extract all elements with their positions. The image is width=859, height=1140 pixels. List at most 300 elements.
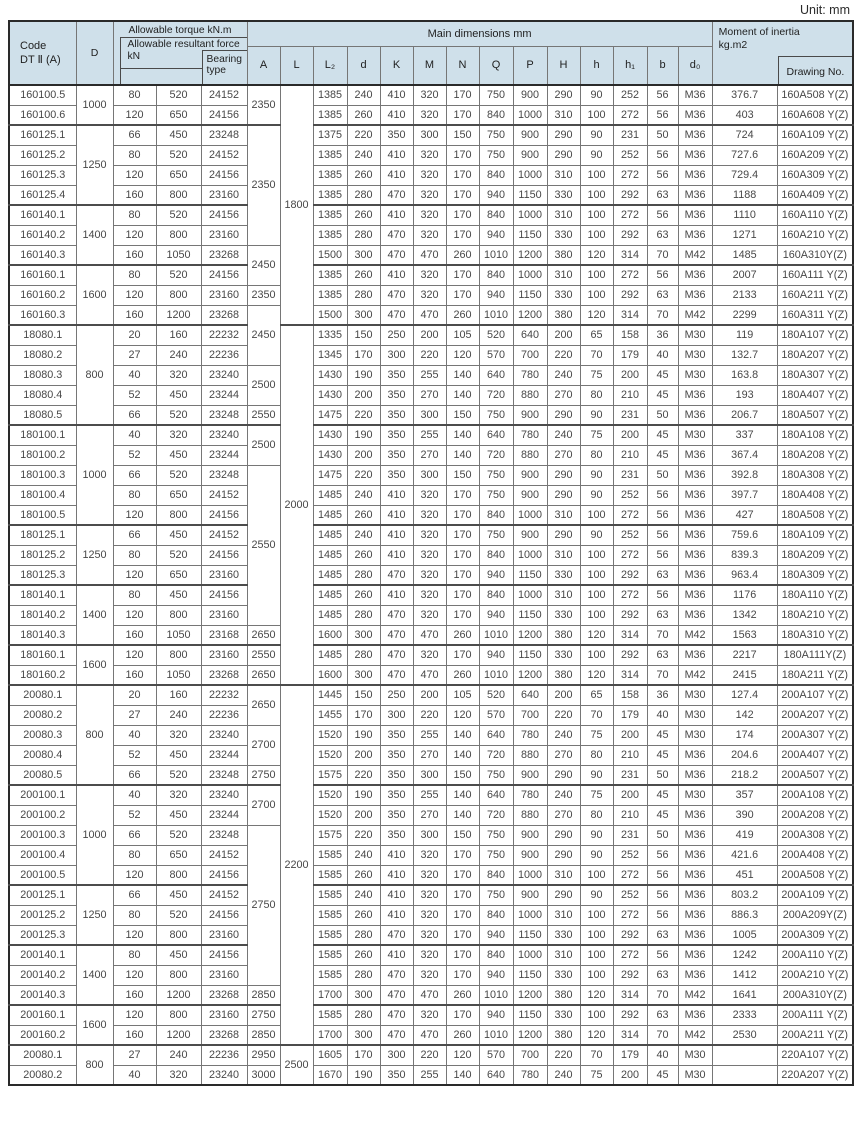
drawing-no-cell: 160A109 Y(Z) — [777, 125, 853, 145]
inertia-cell — [712, 1065, 777, 1085]
bearing-cell: 24152 — [201, 485, 247, 505]
diameter-cell: 1250 — [76, 125, 113, 205]
dim-cell: 170 — [446, 505, 479, 525]
bearing-cell: 23248 — [201, 765, 247, 785]
bearing-cell: 23248 — [201, 825, 247, 845]
force-cell: 450 — [156, 805, 201, 825]
torque-cell: 120 — [113, 605, 156, 625]
dim-cell: 255 — [413, 365, 446, 385]
dim-cell: 260 — [347, 545, 380, 565]
dim-cell: 56 — [647, 905, 678, 925]
dim-cell: 1430 — [313, 385, 347, 405]
dim-cell: 290 — [547, 525, 580, 545]
dim-cell: 300 — [413, 405, 446, 425]
code-cell: 200100.3 — [9, 825, 76, 845]
dim-cell: 100 — [580, 925, 613, 945]
dim-cell: 252 — [613, 85, 647, 105]
dim-cell: 290 — [547, 885, 580, 905]
code-cell: 200100.1 — [9, 785, 76, 805]
table-row — [9, 145, 853, 165]
force-cell: 800 — [156, 645, 201, 665]
inertia-cell: 337 — [712, 425, 777, 445]
dim-cell: 120 — [446, 1045, 479, 1065]
dim-cell: 170 — [446, 165, 479, 185]
dim-cell: 292 — [613, 565, 647, 585]
dim-cell: 170 — [446, 605, 479, 625]
force-cell: 320 — [156, 425, 201, 445]
dim-cell: M36 — [678, 1005, 712, 1025]
table-row — [9, 1025, 853, 1045]
torque-cell: 120 — [113, 225, 156, 245]
dim-cell: 170 — [446, 85, 479, 105]
dim-cell: 310 — [547, 585, 580, 605]
dim-a-cell: 2700 — [247, 725, 280, 765]
torque-cell: 120 — [113, 645, 156, 665]
dim-cell: 220 — [347, 465, 380, 485]
dim-cell: 75 — [580, 725, 613, 745]
bearing-cell: 24156 — [201, 545, 247, 565]
dim-cell: 1150 — [513, 645, 547, 665]
dim-cell: 170 — [446, 885, 479, 905]
force-cell: 240 — [156, 705, 201, 725]
code-cell: 160140.3 — [9, 245, 76, 265]
dim-cell: 270 — [547, 745, 580, 765]
dim-cell: 105 — [446, 325, 479, 345]
dim-cell: 200 — [347, 805, 380, 825]
dim-cell: M36 — [678, 585, 712, 605]
dim-cell: 200 — [613, 425, 647, 445]
dim-cell: 380 — [547, 625, 580, 645]
dim-cell: 1585 — [313, 845, 347, 865]
drawing-no-cell: 180A210 Y(Z) — [777, 605, 853, 625]
dim-cell: 320 — [413, 485, 446, 505]
dim-cell: 470 — [380, 245, 413, 265]
dim-cell: 1385 — [313, 205, 347, 225]
force-cell: 1200 — [156, 1025, 201, 1045]
col-header-dim: d — [347, 46, 380, 85]
inertia-cell: 132.7 — [712, 345, 777, 365]
dim-cell: M36 — [678, 185, 712, 205]
force-cell: 450 — [156, 525, 201, 545]
code-cell: 200100.5 — [9, 865, 76, 885]
dim-cell: 290 — [547, 485, 580, 505]
dim-cell: 100 — [580, 865, 613, 885]
diameter-cell: 1250 — [76, 885, 113, 945]
drawing-no-cell: 160A409 Y(Z) — [777, 185, 853, 205]
dim-cell: 170 — [446, 265, 479, 285]
dim-cell: 320 — [413, 845, 446, 865]
drawing-no-cell: 180A209 Y(Z) — [777, 545, 853, 565]
dim-cell: 210 — [613, 385, 647, 405]
inertia-cell: 1641 — [712, 985, 777, 1005]
dim-cell: 272 — [613, 545, 647, 565]
dim-cell: 900 — [513, 885, 547, 905]
code-cell: 180100.4 — [9, 485, 76, 505]
dim-cell: 1010 — [479, 665, 513, 685]
dim-cell: 380 — [547, 305, 580, 325]
dim-cell: 1520 — [313, 725, 347, 745]
dim-cell: 310 — [547, 545, 580, 565]
inertia-cell: 1110 — [712, 205, 777, 225]
dim-cell: 120 — [446, 705, 479, 725]
dim-cell: 1585 — [313, 945, 347, 965]
table-row — [9, 105, 853, 125]
bearing-cell: 23244 — [201, 745, 247, 765]
drawing-no-cell: 200A108 Y(Z) — [777, 785, 853, 805]
dim-cell: 231 — [613, 405, 647, 425]
spec-table — [8, 20, 854, 1086]
dim-cell: 470 — [380, 925, 413, 945]
drawing-no-cell: 200A110 Y(Z) — [777, 945, 853, 965]
dim-cell: 1485 — [313, 485, 347, 505]
col-header-d: D — [76, 21, 113, 85]
dim-cell: 200 — [613, 785, 647, 805]
dim-cell: 150 — [446, 125, 479, 145]
dim-cell: 179 — [613, 345, 647, 365]
code-cell: 18080.2 — [9, 345, 76, 365]
dim-cell: 750 — [479, 765, 513, 785]
inertia-cell: 163.8 — [712, 365, 777, 385]
dim-cell: 1445 — [313, 685, 347, 705]
dim-cell: 300 — [347, 1025, 380, 1045]
dim-cell: 100 — [580, 905, 613, 925]
code-cell: 180125.2 — [9, 545, 76, 565]
dim-cell: 90 — [580, 145, 613, 165]
dim-cell: 350 — [380, 1065, 413, 1085]
dim-cell: 56 — [647, 85, 678, 105]
dim-cell: 1485 — [313, 645, 347, 665]
dim-cell: 300 — [347, 245, 380, 265]
dim-cell: 90 — [580, 765, 613, 785]
dim-cell: 140 — [446, 805, 479, 825]
dim-cell: M36 — [678, 765, 712, 785]
torque-cell: 80 — [113, 265, 156, 285]
col-header-inertia-group — [712, 21, 853, 85]
drawing-no-cell: 180A207 Y(Z) — [777, 345, 853, 365]
inertia-cell: 2299 — [712, 305, 777, 325]
dim-cell: 63 — [647, 1005, 678, 1025]
dim-cell: 900 — [513, 125, 547, 145]
code-cell: 20080.1 — [9, 1045, 76, 1065]
diameter-cell: 1600 — [76, 645, 113, 685]
dim-cell: 100 — [580, 1005, 613, 1025]
diameter-cell: 1000 — [76, 425, 113, 525]
dim-cell: 75 — [580, 365, 613, 385]
table-row — [9, 225, 853, 245]
dim-cell: 350 — [380, 765, 413, 785]
dim-cell: 140 — [446, 425, 479, 445]
dim-cell: 1430 — [313, 425, 347, 445]
dim-cell: 1010 — [479, 245, 513, 265]
dim-cell: 252 — [613, 485, 647, 505]
dim-cell: 231 — [613, 465, 647, 485]
dim-cell: M30 — [678, 785, 712, 805]
dim-cell: M30 — [678, 425, 712, 445]
dim-cell: M36 — [678, 905, 712, 925]
table-row — [9, 725, 853, 745]
dim-cell: 272 — [613, 265, 647, 285]
dim-cell: 250 — [380, 325, 413, 345]
drawing-no-cell: 180A310 Y(Z) — [777, 625, 853, 645]
drawing-no-cell: 220A107 Y(Z) — [777, 1045, 853, 1065]
table-row — [9, 1005, 853, 1025]
dim-cell: 330 — [547, 1005, 580, 1025]
dim-cell: 1475 — [313, 405, 347, 425]
inertia-cell: 1342 — [712, 605, 777, 625]
bearing-cell: 22236 — [201, 345, 247, 365]
bearing-cell: 23244 — [201, 385, 247, 405]
inertia-cell: 729.4 — [712, 165, 777, 185]
dim-cell: 320 — [413, 585, 446, 605]
dim-cell: 272 — [613, 905, 647, 925]
dim-cell: 900 — [513, 465, 547, 485]
diameter-cell: 1250 — [76, 525, 113, 585]
dim-cell: 290 — [547, 465, 580, 485]
dim-cell: 150 — [347, 685, 380, 705]
dim-cell: 252 — [613, 525, 647, 545]
dim-cell: 150 — [446, 765, 479, 785]
torque-cell: 40 — [113, 1065, 156, 1085]
dim-cell: 1200 — [513, 625, 547, 645]
bearing-cell: 24152 — [201, 145, 247, 165]
dim-cell: M36 — [678, 205, 712, 225]
dim-cell: 300 — [380, 345, 413, 365]
force-cell: 800 — [156, 285, 201, 305]
dim-cell: 272 — [613, 165, 647, 185]
dim-cell: 292 — [613, 965, 647, 985]
dim-cell: 750 — [479, 125, 513, 145]
unit-label: Unit: mm — [800, 3, 850, 17]
dim-cell: 300 — [347, 985, 380, 1005]
dim-cell: 252 — [613, 845, 647, 865]
dim-cell: 260 — [446, 1025, 479, 1045]
dim-a-cell: 2750 — [247, 825, 280, 985]
dim-cell: 1200 — [513, 665, 547, 685]
dim-cell: 260 — [347, 105, 380, 125]
dim-cell: 292 — [613, 285, 647, 305]
dim-cell: M36 — [678, 965, 712, 985]
dim-cell: 290 — [547, 125, 580, 145]
dim-cell: 350 — [380, 365, 413, 385]
dim-cell: 292 — [613, 645, 647, 665]
table-row — [9, 365, 853, 385]
dim-cell: 840 — [479, 165, 513, 185]
dim-cell: 1520 — [313, 785, 347, 805]
dim-cell: M30 — [678, 325, 712, 345]
force-cell: 800 — [156, 505, 201, 525]
dim-cell: 320 — [413, 645, 446, 665]
drawing-header: Drawing No. — [778, 56, 853, 84]
dim-cell: 330 — [547, 185, 580, 205]
diameter-cell: 1400 — [76, 585, 113, 645]
dim-cell: M36 — [678, 825, 712, 845]
dim-cell: 170 — [446, 145, 479, 165]
dim-cell: 70 — [647, 305, 678, 325]
dim-cell: M30 — [678, 725, 712, 745]
table-row — [9, 165, 853, 185]
code-cell: 200160.2 — [9, 1025, 76, 1045]
inertia-cell: 397.7 — [712, 485, 777, 505]
bearing-cell: 23240 — [201, 1065, 247, 1085]
dim-cell: 56 — [647, 265, 678, 285]
dim-cell: 56 — [647, 145, 678, 165]
bearing-cell: 22236 — [201, 1045, 247, 1065]
inertia-cell: 2133 — [712, 285, 777, 305]
dim-cell: 1455 — [313, 705, 347, 725]
dim-cell: 170 — [347, 345, 380, 365]
inertia-cell: 127.4 — [712, 685, 777, 705]
dim-cell: 320 — [413, 205, 446, 225]
dim-cell: 292 — [613, 925, 647, 945]
dim-cell: 280 — [347, 925, 380, 945]
dim-cell: M42 — [678, 985, 712, 1005]
dim-cell: 1585 — [313, 1005, 347, 1025]
dim-cell: 56 — [647, 945, 678, 965]
dim-cell: 40 — [647, 705, 678, 725]
dim-cell: 1475 — [313, 465, 347, 485]
dim-cell: 310 — [547, 865, 580, 885]
dim-cell: 170 — [446, 285, 479, 305]
bearing-cell: 24156 — [201, 905, 247, 925]
dim-cell: M36 — [678, 565, 712, 585]
dim-cell: 190 — [347, 365, 380, 385]
diameter-cell: 1600 — [76, 1005, 113, 1045]
dim-cell: 640 — [479, 365, 513, 385]
dim-cell: 1605 — [313, 1045, 347, 1065]
inertia-cell: 839.3 — [712, 545, 777, 565]
dim-cell: 200 — [547, 325, 580, 345]
dim-cell: 90 — [580, 125, 613, 145]
dim-cell: 750 — [479, 405, 513, 425]
dim-a-cell: 2850 — [247, 985, 280, 1005]
dim-cell: 470 — [380, 185, 413, 205]
torque-cell: 52 — [113, 745, 156, 765]
inertia-cell: 174 — [712, 725, 777, 745]
dim-cell: 470 — [413, 985, 446, 1005]
dim-cell: 170 — [446, 525, 479, 545]
code-cell: 200140.3 — [9, 985, 76, 1005]
bearing-cell: 23268 — [201, 665, 247, 685]
dim-cell: M36 — [678, 225, 712, 245]
dim-cell: 330 — [547, 965, 580, 985]
dim-cell: 940 — [479, 925, 513, 945]
dim-cell: 1430 — [313, 365, 347, 385]
dim-cell: M36 — [678, 505, 712, 525]
dim-cell: M36 — [678, 405, 712, 425]
dim-cell: 350 — [380, 465, 413, 485]
force-cell: 1200 — [156, 305, 201, 325]
dim-cell: 350 — [380, 125, 413, 145]
dim-cell: 320 — [413, 865, 446, 885]
dim-cell: 140 — [446, 745, 479, 765]
dim-cell: 100 — [580, 185, 613, 205]
table-row — [9, 685, 853, 705]
code-cell: 160100.6 — [9, 105, 76, 125]
inertia-cell: 451 — [712, 865, 777, 885]
torque-cell: 40 — [113, 785, 156, 805]
dim-cell: 290 — [547, 85, 580, 105]
table-row — [9, 345, 853, 365]
dim-cell: 292 — [613, 605, 647, 625]
dim-cell: 1385 — [313, 285, 347, 305]
dim-cell: 80 — [580, 445, 613, 465]
dim-cell: 100 — [580, 105, 613, 125]
dim-cell: 470 — [380, 625, 413, 645]
dim-cell: 1200 — [513, 245, 547, 265]
bearing-cell: 23268 — [201, 985, 247, 1005]
dim-cell: 320 — [413, 145, 446, 165]
dim-cell: 300 — [413, 765, 446, 785]
dim-cell: 314 — [613, 665, 647, 685]
dim-cell: 640 — [479, 1065, 513, 1085]
dim-cell: 45 — [647, 785, 678, 805]
dim-cell: 260 — [347, 165, 380, 185]
dim-cell: 45 — [647, 725, 678, 745]
table-row — [9, 665, 853, 685]
table-row — [9, 445, 853, 465]
torque-cell: 160 — [113, 1025, 156, 1045]
dim-cell: 240 — [347, 885, 380, 905]
dim-cell: 470 — [413, 305, 446, 325]
dim-a-cell: 2550 — [247, 645, 280, 665]
torque-cell: 52 — [113, 805, 156, 825]
drawing-no-cell: 180A407 Y(Z) — [777, 385, 853, 405]
dim-a-cell: 2450 — [247, 305, 280, 365]
dim-cell: 640 — [479, 425, 513, 445]
force-cell: 520 — [156, 85, 201, 105]
code-header-line1: Code — [20, 40, 47, 52]
table-row — [9, 1065, 853, 1085]
dim-cell: 1575 — [313, 825, 347, 845]
code-cell: 160100.5 — [9, 85, 76, 105]
dim-cell: 170 — [446, 845, 479, 865]
dim-cell: 300 — [413, 125, 446, 145]
dim-cell: 56 — [647, 865, 678, 885]
dim-cell: 270 — [413, 385, 446, 405]
dim-cell: M36 — [678, 125, 712, 145]
inertia-cell: 1176 — [712, 585, 777, 605]
dim-cell: 140 — [446, 385, 479, 405]
dim-cell: 200 — [347, 745, 380, 765]
torque-cell: 120 — [113, 165, 156, 185]
dim-cell: 120 — [580, 305, 613, 325]
drawing-no-cell: 180A308 Y(Z) — [777, 465, 853, 485]
table-row — [9, 625, 853, 645]
dim-cell: 470 — [380, 665, 413, 685]
drawing-no-cell: 180A111Y(Z) — [777, 645, 853, 665]
bearing-cell: 24156 — [201, 205, 247, 225]
dim-cell: M36 — [678, 885, 712, 905]
dim-cell: 310 — [547, 105, 580, 125]
force-cell: 450 — [156, 125, 201, 145]
inertia-cell: 1188 — [712, 185, 777, 205]
dim-cell: 840 — [479, 585, 513, 605]
dim-cell: 410 — [380, 905, 413, 925]
dim-cell: 640 — [513, 325, 547, 345]
dim-cell: 220 — [347, 825, 380, 845]
bearing-cell: 22232 — [201, 325, 247, 345]
col-header-dim: H — [547, 46, 580, 85]
diameter-cell: 1000 — [76, 85, 113, 125]
dim-cell: 1150 — [513, 285, 547, 305]
dim-cell: M36 — [678, 445, 712, 465]
torque-cell: 20 — [113, 325, 156, 345]
dim-cell: M36 — [678, 845, 712, 865]
dim-cell: 320 — [413, 565, 446, 585]
bearing-cell: 23160 — [201, 925, 247, 945]
dim-cell: 470 — [413, 245, 446, 265]
dim-cell: 280 — [347, 285, 380, 305]
